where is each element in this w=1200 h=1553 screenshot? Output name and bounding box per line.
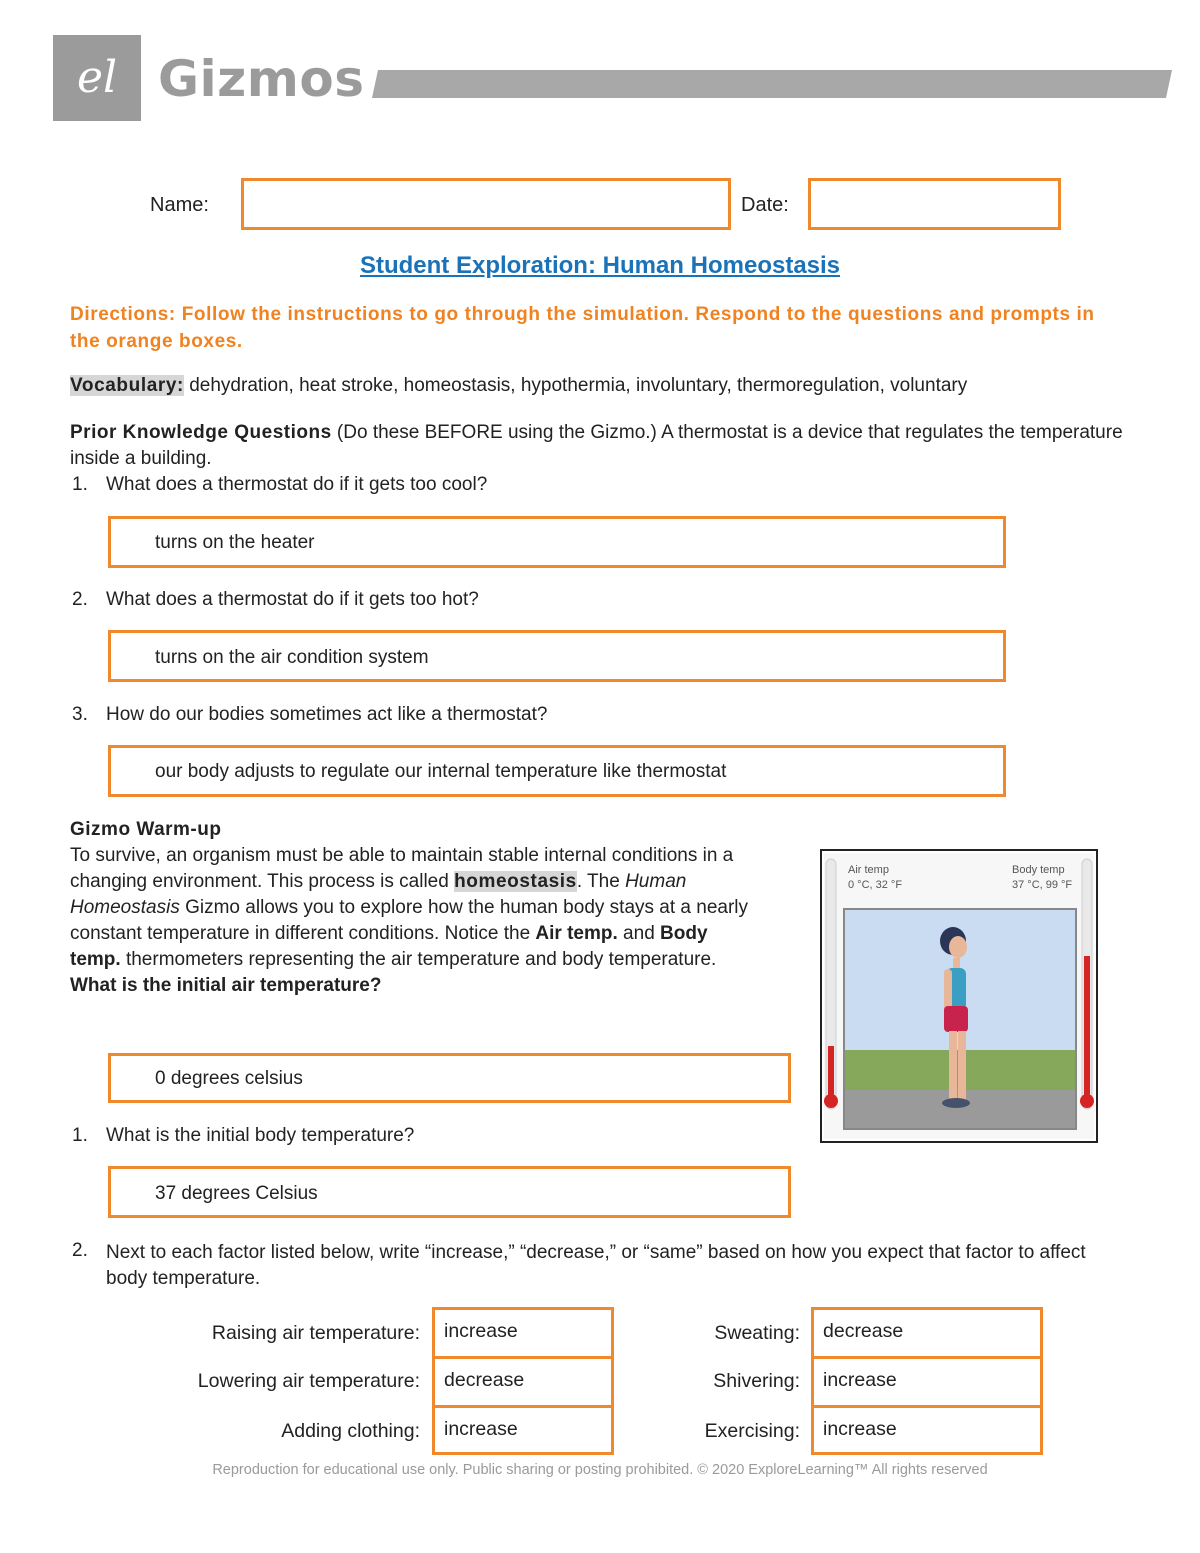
factor-answer-box[interactable]: increase [811, 1405, 1043, 1455]
answer-box[interactable]: turns on the heater [108, 516, 1006, 568]
factor-answer-box[interactable]: increase [811, 1356, 1043, 1408]
answer-box[interactable]: our body adjusts to regulate our internal temperature like thermostat [108, 745, 1006, 797]
footer-copyright: Reproduction for educational use only. Public sharing or posting prohibited. © 2020 ExploreLearning™ All rights reserved [212, 1462, 988, 1478]
question-text: Next to each factor listed below, write “increase,” “decrease,” or “same” based on how you expect that factor to affect body temperature. [106, 1242, 1086, 1289]
question-number: 1. [72, 474, 88, 495]
gizmos-brand: Gizmos [158, 50, 365, 108]
question-number: 3. [72, 704, 88, 725]
prior-knowledge-intro: Prior Knowledge Questions (Do these BEFORE using the Gizmo.) A thermostat is a device that regulates the temperature inside a building. [70, 422, 1123, 469]
question-number: 2. [72, 589, 88, 610]
simulation-screenshot [820, 849, 1098, 1143]
prior-knowledge-heading: Prior Knowledge Questions [70, 422, 332, 443]
air-temp-readout: Air temp 0 °C, 32 °F [848, 864, 903, 891]
question-text: What does a thermostat do if it gets too hot? [106, 589, 479, 610]
directions: Directions: Follow the instructions to go through the simulation. Respond to the questions and prompts in the orange boxes. [70, 304, 1095, 352]
factor-answer-box[interactable]: decrease [432, 1356, 614, 1408]
answer-box[interactable]: 37 degrees Celsius [108, 1166, 791, 1218]
question-number: 2. [72, 1240, 88, 1261]
date-label: Date: [741, 194, 789, 216]
factor-answer-box[interactable]: increase [432, 1307, 614, 1359]
question-text: How do our bodies sometimes act like a thermostat? [106, 704, 548, 725]
header-bar [372, 70, 1172, 98]
name-field[interactable] [241, 178, 731, 230]
vocabulary-label: Vocabulary: [70, 375, 184, 396]
body-temp-readout: Body temp 37 °C, 99 °F [1012, 864, 1073, 891]
vocabulary-terms: dehydration, heat stroke, homeostasis, hypothermia, involuntary, thermoregulation, voluntary [183, 375, 968, 396]
factor-label: Exercising: [704, 1420, 800, 1442]
warmup-heading: Gizmo Warm-up [70, 819, 222, 840]
question-text: What is the initial body temperature? [106, 1125, 415, 1146]
date-field[interactable] [808, 178, 1061, 230]
question-number: 1. [72, 1125, 88, 1146]
factor-label: Sweating: [714, 1322, 800, 1344]
question-text: What does a thermostat do if it gets too cool? [106, 474, 488, 495]
warmup-paragraph: To survive, an organism must be able to maintain stable internal conditions in a changing environment. This process is called homeostasis. The Human Homeostasis Gizmo allows you to explore how the human body stays at a nearly constant temperature in different conditions. Notice the Air temp. and Body temp. thermometers representing the air temperature and body temperature. What is the initial air temperature? [70, 845, 749, 996]
factor-label: Raising air temperature: [211, 1322, 420, 1344]
factor-label: Lowering air temperature: [197, 1370, 420, 1392]
answer-box[interactable]: turns on the air condition system [108, 630, 1006, 682]
page-title: Student Exploration: Human Homeostasis [359, 252, 841, 279]
name-label: Name: [150, 194, 209, 216]
vocabulary [70, 373, 1150, 399]
factor-label: Shivering: [713, 1370, 800, 1392]
explorelearning-logo: el [53, 35, 141, 121]
factor-answer-box[interactable]: increase [432, 1405, 614, 1455]
factor-answer-box[interactable]: decrease [811, 1307, 1043, 1359]
answer-box[interactable]: 0 degrees celsius [108, 1053, 791, 1103]
factor-label: Adding clothing: [281, 1420, 420, 1442]
